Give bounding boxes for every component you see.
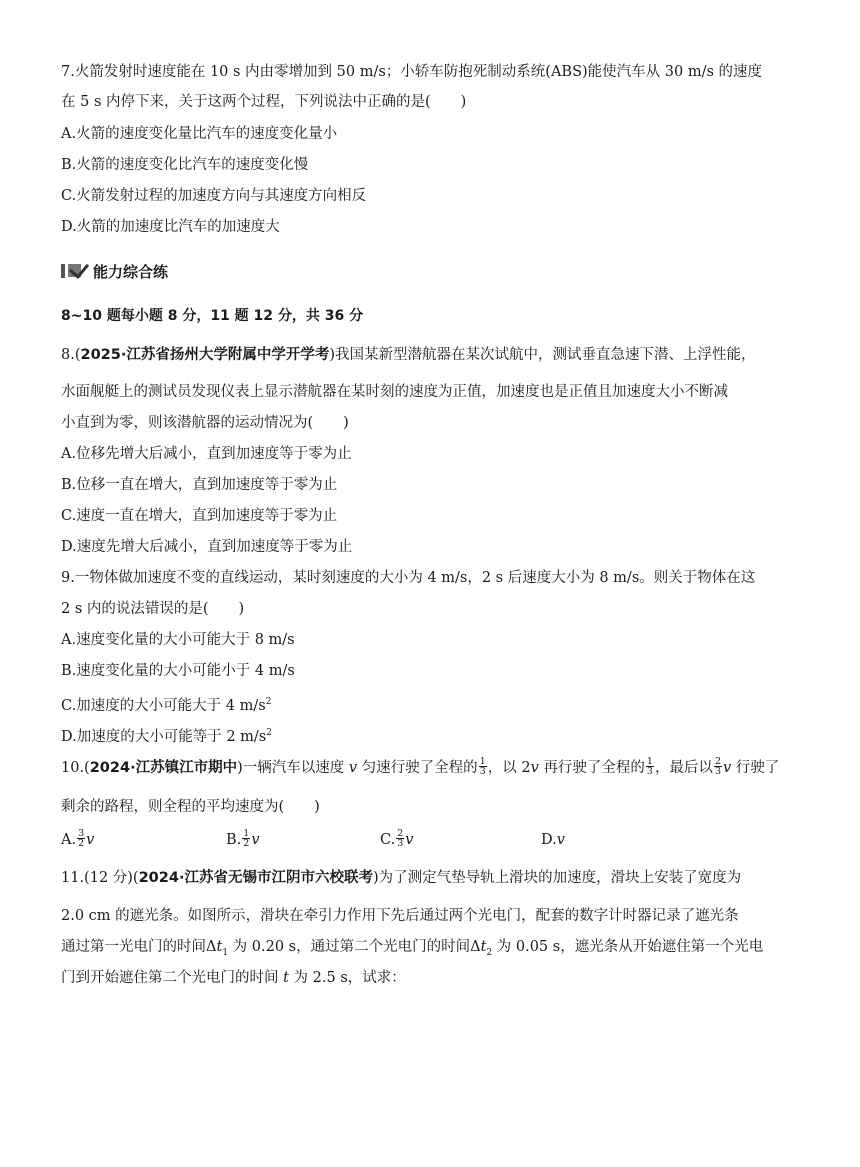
q7-option-a: A.火箭的速度变化量比汽车的速度变化量小 <box>61 126 338 142</box>
q9-option-c: C.加速度的大小可能大于 4 $m/s^2$ <box>61 697 272 714</box>
q7-stem-line-1: 7.火箭发射时速度能在 10 s 内由零增加到 50 m/s；小轿车防抱死制动系统(ABS)能使汽车从 30 m/s 的速度 <box>61 64 763 80</box>
fraction-one-third: $\frac{1}{3}$ <box>479 755 486 777</box>
section-header <box>61 260 168 282</box>
q8-stem-line-2: 水面舰艇上的测试员发现仪表上显示潜航器在某时刻的速度为正值，加速度也是正值且加速度大小不断减 <box>61 384 728 400</box>
checkbox-icon <box>61 262 87 280</box>
section-title: 能力综合练 <box>93 262 169 281</box>
fraction-two-thirds: $\frac{2}{3}$ <box>714 755 721 777</box>
q8-option-a: A.位移先增大后减小，直到加速度等于零为止 <box>61 446 352 462</box>
q7-option-c: C.火箭发射过程的加速度方向与其速度方向相反 <box>61 188 367 204</box>
q10-stem-line-1: 10.(2024·江苏镇江市期中)一辆汽车以速度 v 匀速行驶了全程的 $\frac{1}{3}$ ，以 2v 再行驶了全程的 $\frac{1}{3}$ ，最后以 $\frac{2}{3}$ v 行驶了 <box>61 755 780 777</box>
section-scoring: 8~10 题每小题 8 分，11 题 12 分，共 36 分 <box>61 308 364 324</box>
q8-source: 2025·江苏省扬州大学附属中学开学考 <box>80 347 330 363</box>
q8-stem-line-1: 8.(2025·江苏省扬州大学附属中学开学考)我国某新型潜航器在某次试航中，测试垂直急速下潜、上浮性能， <box>61 347 756 363</box>
q10-option-c: C. $\frac{2}{3}$ v <box>380 827 414 849</box>
q7-option-d: D.火箭的加速度比汽车的加速度大 <box>61 219 280 235</box>
q9-option-d: D.加速度的大小可能等于 2 $m/s^2$ <box>61 728 272 745</box>
q11-stem-line-4: 门到开始遮住第二个光电门的时间 t 为 2.5 s，试求： <box>61 970 406 986</box>
q11-stem-line-3: 通过第一光电门的时间$\Delta t_1$ 为 0.20 s，通过第二个光电门的时间$\Delta t_2$ 为 0.05 s，遮光条从开始遮住第一个光电 <box>61 939 764 958</box>
q10-option-b: B. $\frac{1}{2}$ v <box>226 827 260 849</box>
q10-option-d: D.v <box>541 832 565 848</box>
q9-stem-line-2: 2 s 内的说法错误的是( ) <box>61 601 245 617</box>
q8-option-b: B.位移一直在增大，直到加速度等于零为止 <box>61 477 338 493</box>
fraction-one-third-2: $\frac{1}{3}$ <box>646 755 653 777</box>
q9-option-b: B.速度变化量的大小可能小于 4 m/s <box>61 663 295 679</box>
q11-source: 2024·江苏省无锡市江阴市六校联考 <box>138 870 373 886</box>
q8-option-c: C.速度一直在增大，直到加速度等于零为止 <box>61 508 338 524</box>
q9-option-a: A.速度变化量的大小可能大于 8 m/s <box>61 632 295 648</box>
q8-option-d: D.速度先增大后减小，直到加速度等于零为止 <box>61 539 353 555</box>
q7-stem-line-2: 在 5 s 内停下来，关于这两个过程，下列说法中正确的是( ) <box>61 94 467 110</box>
q11-stem-line-2: 2.0 cm 的遮光条。如图所示，滑块在牵引力作用下先后通过两个光电门，配套的数字计时器记录了遮光条 <box>61 908 739 924</box>
q10-option-a: A. $\frac{3}{2}$ v <box>61 827 95 849</box>
q9-stem-line-1: 9.一物体做加速度不变的直线运动，某时刻速度的大小为 4 m/s，2 s 后速度大小为 8 m/s。则关于物体在这 <box>61 570 756 586</box>
q7-option-b: B.火箭的速度变化比汽车的速度变化慢 <box>61 157 309 173</box>
q11-stem-line-1: 11.(12 分)(2024·江苏省无锡市江阴市六校联考)为了测定气垫导轨上滑块的加速度，滑块上安装了宽度为 <box>61 870 742 886</box>
q10-source: 2024·江苏镇江市期中 <box>89 760 238 776</box>
q10-stem-line-2: 剩余的路程，则全程的平均速度为( ) <box>61 799 320 815</box>
q8-stem-line-3: 小直到为零，则该潜航器的运动情况为( ) <box>61 415 349 431</box>
